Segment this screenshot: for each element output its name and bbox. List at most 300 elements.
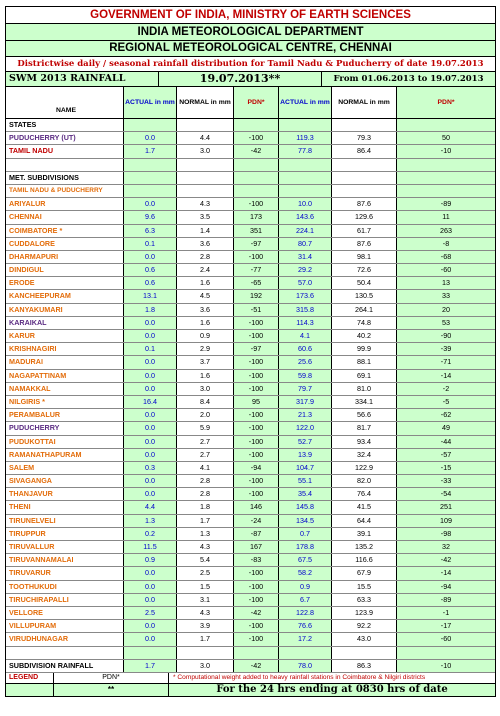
cell-actual-season: 224.1 [279,225,332,237]
cell-normal-day: 1.4 [177,225,234,237]
cell-pdn-day: -97 [234,343,279,355]
section-row [6,119,495,132]
table-row [6,238,495,251]
cell-actual-day: 13.1 [124,290,177,302]
cell-pdn-season: 32 [397,541,495,553]
cell-normal-day: 8.4 [177,396,234,408]
cell-actual-day: 0.0 [124,132,177,144]
empty-cell [177,647,234,659]
cell-pdn-day: -83 [234,554,279,566]
cell-pdn-season: -60 [397,264,495,276]
footer-spacer [6,684,54,696]
cell-actual-day: 11.5 [124,541,177,553]
table-body [6,119,495,673]
row-name: TIRUVARUR [6,567,124,579]
empty-cell [397,172,495,184]
cell-pdn-season: -39 [397,343,495,355]
cell-normal-day: 4.5 [177,290,234,302]
cell-actual-season: 59.8 [279,370,332,382]
cell-normal-season: 63.3 [332,594,397,606]
cell-normal-day: 1.6 [177,370,234,382]
empty-cell [177,172,234,184]
cell-actual-season: 35.4 [279,488,332,500]
cell-actual-day: 0.0 [124,422,177,434]
cell-pdn-season: -10 [397,660,495,672]
cell-pdn-day: -100 [234,475,279,487]
empty-cell [124,647,177,659]
empty-cell [397,119,495,131]
cell-actual-day: 0.0 [124,383,177,395]
empty-cell [177,159,234,171]
col-pdn-day: PDN* [234,87,279,118]
row-name: TIRUCHIRAPALLI [6,594,124,606]
cell-normal-day: 2.8 [177,475,234,487]
cell-actual-season: 315.8 [279,304,332,316]
cell-actual-day: 9.6 [124,211,177,223]
cell-actual-day: 16.4 [124,396,177,408]
cell-normal-season: 87.6 [332,238,397,250]
cell-actual-season: 317.9 [279,396,332,408]
cell-normal-day: 4.1 [177,462,234,474]
cell-pdn-season: -71 [397,356,495,368]
table-row [6,251,495,264]
cell-actual-season: 25.6 [279,356,332,368]
row-name: KANYAKUMARI [6,304,124,316]
empty-cell [177,119,234,131]
cell-normal-day: 4.3 [177,541,234,553]
cell-pdn-season: -62 [397,409,495,421]
cell-pdn-season: 109 [397,515,495,527]
cell-pdn-day: -24 [234,515,279,527]
section-label: TAMIL NADU & PUDUCHERRY [6,185,124,197]
cell-actual-season: 58.2 [279,567,332,579]
cell-pdn-day: 146 [234,501,279,513]
cell-actual-season: 77.8 [279,145,332,157]
cell-actual-season: 55.1 [279,475,332,487]
cell-pdn-season: -15 [397,462,495,474]
row-name: PUDUKOTTAI [6,436,124,448]
cell-pdn-day: 173 [234,211,279,223]
cell-actual-day: 0.0 [124,198,177,210]
cell-normal-season: 40.2 [332,330,397,342]
row-name: THANJAVUR [6,488,124,500]
cell-actual-season: 6.7 [279,594,332,606]
row-name: TAMIL NADU [6,145,124,157]
cell-pdn-season: 251 [397,501,495,513]
row-name: DHARMAPURI [6,251,124,263]
cell-pdn-day: -77 [234,264,279,276]
table-row [6,660,495,673]
cell-normal-season: 86.3 [332,660,397,672]
cell-actual-season: 13.9 [279,449,332,461]
cell-normal-season: 64.4 [332,515,397,527]
cell-normal-season: 69.1 [332,370,397,382]
cell-normal-day: 0.9 [177,330,234,342]
cell-actual-day: 0.0 [124,317,177,329]
row-name: NAMAKKAL [6,383,124,395]
cell-normal-day: 1.7 [177,515,234,527]
cell-normal-day: 3.6 [177,238,234,250]
row-name: TIRUVALLUR [6,541,124,553]
row-name: CUDDALORE [6,238,124,250]
row-name: TOOTHUKUDI [6,581,124,593]
empty-cell [332,185,397,197]
cell-pdn-day: -87 [234,528,279,540]
cell-normal-season: 61.7 [332,225,397,237]
cell-actual-day: 0.6 [124,264,177,276]
row-name: ARIYALUR [6,198,124,210]
cell-actual-day: 4.4 [124,501,177,513]
cell-pdn-day: -100 [234,620,279,632]
table-row [6,620,495,633]
cell-actual-season: 60.6 [279,343,332,355]
cell-actual-season: 122.0 [279,422,332,434]
col-actual-season: ACTUAL in mm [279,87,332,118]
cell-normal-day: 4.4 [177,132,234,144]
cell-pdn-day: -100 [234,567,279,579]
row-name: SUBDIVISION RAINFALL [6,660,124,672]
cell-normal-season: 79.3 [332,132,397,144]
empty-cell [332,172,397,184]
cell-normal-day: 3.0 [177,660,234,672]
table-row [6,370,495,383]
cell-actual-day: 6.3 [124,225,177,237]
cell-actual-season: 67.5 [279,554,332,566]
cell-pdn-season: -14 [397,567,495,579]
cell-actual-day: 0.0 [124,475,177,487]
legend-label: LEGEND [6,673,54,683]
row-name: VELLORE [6,607,124,619]
cell-pdn-season: 50 [397,132,495,144]
cell-normal-season: 39.1 [332,528,397,540]
table-row [6,198,495,211]
cell-pdn-day: -100 [234,198,279,210]
cell-normal-day: 1.6 [177,317,234,329]
cell-pdn-day: -100 [234,422,279,434]
cell-actual-day: 0.0 [124,370,177,382]
table-row [6,225,495,238]
table-row [6,277,495,290]
cell-pdn-season: 20 [397,304,495,316]
cell-normal-day: 3.7 [177,356,234,368]
cell-pdn-day: -42 [234,607,279,619]
cell-normal-day: 4.3 [177,607,234,619]
cell-normal-day: 2.7 [177,449,234,461]
cell-actual-season: 79.7 [279,383,332,395]
cell-actual-season: 122.8 [279,607,332,619]
header-department: INDIA METEOROLOGICAL DEPARTMENT [6,24,495,41]
table-row [6,409,495,422]
cell-normal-season: 129.6 [332,211,397,223]
cell-actual-day: 0.0 [124,567,177,579]
table-row [6,501,495,514]
empty-cell [332,647,397,659]
header-description: Districtwise daily / seasonal rainfall distribution for Tamil Nadu & Puducherry of date 19.07.2013 [6,57,495,72]
cell-pdn-season: -89 [397,594,495,606]
footer-row [6,684,495,696]
cell-actual-day: 0.0 [124,620,177,632]
cell-actual-day: 0.0 [124,633,177,645]
cell-pdn-season: -2 [397,383,495,395]
table-row [6,304,495,317]
cell-pdn-season: -33 [397,475,495,487]
footer-note: For the 24 hrs ending at 0830 hrs of date [216,683,448,695]
cell-actual-day: 0.6 [124,277,177,289]
cell-pdn-day: -42 [234,145,279,157]
empty-cell [397,647,495,659]
cell-actual-day: 0.0 [124,251,177,263]
row-name: KARAIKAL [6,317,124,329]
cell-normal-season: 76.4 [332,488,397,500]
header-ministry: GOVERNMENT OF INDIA, MINISTRY OF EARTH SCIENCES [6,7,495,24]
cell-normal-season: 32.4 [332,449,397,461]
row-name: KANCHEEPURAM [6,290,124,302]
cell-pdn-day: 95 [234,396,279,408]
cell-normal-season: 130.5 [332,290,397,302]
table-row [6,633,495,646]
cell-actual-season: 80.7 [279,238,332,250]
col-name: NAME [6,87,124,118]
blank-row [6,159,495,172]
table-row [6,607,495,620]
cell-normal-season: 99.9 [332,343,397,355]
cell-actual-day: 0.0 [124,330,177,342]
cell-pdn-day: -65 [234,277,279,289]
cell-normal-day: 2.8 [177,251,234,263]
row-name: PUDUCHERRY (UT) [6,132,124,144]
empty-cell [397,159,495,171]
cell-pdn-day: -100 [234,436,279,448]
table-row [6,356,495,369]
cell-pdn-season: -94 [397,581,495,593]
cell-pdn-day: -100 [234,488,279,500]
empty-cell [332,119,397,131]
table-row [6,396,495,409]
cell-pdn-season: -14 [397,370,495,382]
cell-normal-day: 3.0 [177,383,234,395]
table-row [6,567,495,580]
cell-pdn-day: -100 [234,633,279,645]
cell-actual-season: 143.6 [279,211,332,223]
empty-cell [234,647,279,659]
cell-pdn-day: -100 [234,581,279,593]
cell-actual-day: 0.0 [124,488,177,500]
cell-pdn-season: -8 [397,238,495,250]
table-row [6,554,495,567]
col-normal-season: NORMAL in mm [332,87,397,118]
table-row [6,383,495,396]
rainfall-report-sheet [5,6,496,697]
cell-actual-season: 178.8 [279,541,332,553]
cell-pdn-season: -90 [397,330,495,342]
cell-normal-day: 1.3 [177,528,234,540]
cell-actual-day: 0.0 [124,436,177,448]
cell-pdn-day: -100 [234,317,279,329]
cell-actual-day: 0.0 [124,581,177,593]
row-name: COIMBATORE * [6,225,124,237]
cell-normal-day: 3.0 [177,145,234,157]
cell-pdn-day: -51 [234,304,279,316]
cell-pdn-day: -42 [234,660,279,672]
cell-pdn-season: -1 [397,607,495,619]
table-row [6,317,495,330]
cell-normal-day: 5.4 [177,554,234,566]
empty-cell [234,159,279,171]
empty-cell [6,647,124,659]
row-name: PERAMBALUR [6,409,124,421]
cell-pdn-season: -44 [397,436,495,448]
row-name: SALEM [6,462,124,474]
cell-normal-day: 1.8 [177,501,234,513]
cell-normal-season: 81.7 [332,422,397,434]
table-row [6,343,495,356]
cell-pdn-season: 33 [397,290,495,302]
cell-actual-day: 0.0 [124,356,177,368]
table-row [6,436,495,449]
cell-normal-season: 122.9 [332,462,397,474]
empty-cell [234,119,279,131]
column-header-row [6,87,495,119]
col-normal-day: NORMAL in mm [177,87,234,118]
cell-actual-day: 0.3 [124,462,177,474]
cell-normal-day: 1.6 [177,277,234,289]
cell-normal-season: 334.1 [332,396,397,408]
empty-cell [279,172,332,184]
cell-actual-season: 0.7 [279,528,332,540]
table-row [6,422,495,435]
cell-actual-day: 0.9 [124,554,177,566]
cell-pdn-season: -89 [397,198,495,210]
table-row [6,528,495,541]
table-row [6,330,495,343]
cell-actual-season: 134.5 [279,515,332,527]
cell-normal-season: 135.2 [332,541,397,553]
cell-actual-season: 52.7 [279,436,332,448]
empty-cell [124,119,177,131]
title-period: From 01.06.2013 to 19.07.2013 [333,74,484,84]
cell-actual-season: 0.9 [279,581,332,593]
cell-pdn-day: 351 [234,225,279,237]
row-name: KARUR [6,330,124,342]
cell-pdn-season: -60 [397,633,495,645]
empty-cell [234,172,279,184]
col-pdn-season: PDN* [397,87,495,118]
cell-normal-day: 2.0 [177,409,234,421]
cell-pdn-season: 13 [397,277,495,289]
cell-normal-season: 98.1 [332,251,397,263]
row-name: NILGIRIS * [6,396,124,408]
cell-normal-day: 2.8 [177,488,234,500]
row-name: TIRUPPUR [6,528,124,540]
empty-cell [124,185,177,197]
cell-normal-season: 72.6 [332,264,397,276]
cell-pdn-day: -100 [234,594,279,606]
cell-actual-season: 114.3 [279,317,332,329]
cell-pdn-season: -98 [397,528,495,540]
cell-actual-day: 1.8 [124,304,177,316]
empty-cell [279,119,332,131]
header-regional-centre: REGIONAL METEOROLOGICAL CENTRE, CHENNAI [6,41,495,57]
cell-pdn-day: -100 [234,356,279,368]
cell-normal-season: 123.9 [332,607,397,619]
cell-normal-season: 41.5 [332,501,397,513]
title-bar [6,72,495,87]
cell-actual-day: 1.3 [124,515,177,527]
cell-actual-day: 0.0 [124,449,177,461]
table-row [6,594,495,607]
empty-cell [177,185,234,197]
cell-pdn-season: 11 [397,211,495,223]
cell-pdn-season: -42 [397,554,495,566]
row-name: MADURAI [6,356,124,368]
cell-actual-season: 29.2 [279,264,332,276]
table-row [6,145,495,158]
cell-normal-day: 5.9 [177,422,234,434]
cell-normal-day: 2.4 [177,264,234,276]
table-row [6,475,495,488]
row-name: NAGAPATTINAM [6,370,124,382]
cell-actual-day: 0.1 [124,238,177,250]
cell-pdn-day: -100 [234,409,279,421]
cell-pdn-day: 192 [234,290,279,302]
cell-normal-season: 92.2 [332,620,397,632]
cell-pdn-day: -97 [234,238,279,250]
cell-actual-day: 0.0 [124,409,177,421]
table-row [6,541,495,554]
cell-actual-season: 57.0 [279,277,332,289]
table-row [6,132,495,145]
cell-normal-season: 93.4 [332,436,397,448]
cell-actual-season: 145.8 [279,501,332,513]
cell-pdn-season: -5 [397,396,495,408]
row-name: PUDUCHERRY [6,422,124,434]
cell-pdn-season: -68 [397,251,495,263]
row-name: KRISHNAGIRI [6,343,124,355]
cell-actual-day: 1.7 [124,145,177,157]
cell-pdn-day: 167 [234,541,279,553]
empty-cell [279,185,332,197]
cell-actual-day: 1.7 [124,660,177,672]
cell-pdn-day: -100 [234,132,279,144]
cell-normal-day: 2.9 [177,343,234,355]
cell-pdn-day: -100 [234,370,279,382]
cell-normal-season: 67.9 [332,567,397,579]
section-label: STATES [6,119,124,131]
table-row [6,211,495,224]
row-name: ERODE [6,277,124,289]
cell-normal-day: 2.7 [177,436,234,448]
cell-normal-season: 86.4 [332,145,397,157]
cell-normal-season: 264.1 [332,304,397,316]
cell-normal-season: 43.0 [332,633,397,645]
cell-pdn-day: -100 [234,330,279,342]
legend-note: * Computational weight added to heavy rainfall stations in Coimbatore & Nilgiri districts [173,673,426,681]
title-date: 19.07.2013** [159,72,322,86]
table-row [6,581,495,594]
cell-normal-day: 3.9 [177,620,234,632]
row-name: DINDIGUL [6,264,124,276]
section-row [6,172,495,185]
cell-pdn-day: -100 [234,383,279,395]
cell-pdn-day: -100 [234,449,279,461]
section-row [6,185,495,198]
cell-normal-day: 3.6 [177,304,234,316]
cell-actual-season: 21.3 [279,409,332,421]
cell-normal-season: 88.1 [332,356,397,368]
legend-pdn: PDN* [54,673,169,683]
cell-actual-season: 4.1 [279,330,332,342]
cell-normal-day: 3.1 [177,594,234,606]
